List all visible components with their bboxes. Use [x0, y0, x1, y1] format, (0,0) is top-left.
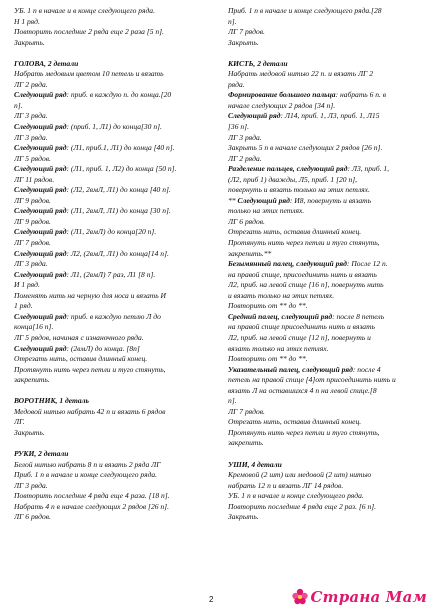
text-line: [14, 460, 219, 471]
blank-line: [14, 438, 219, 449]
text-line: [228, 196, 420, 207]
bold-label: Следующий ряд: [228, 111, 281, 121]
line-text: ЛГ 6 рядов.: [14, 512, 51, 522]
text-line: [228, 111, 420, 122]
text-line: [228, 6, 420, 17]
bold-label: Следующий ряд: [14, 90, 67, 100]
line-text: ЛГ 3 ряда.: [14, 480, 48, 490]
line-text: Белой нитью набрать 8 п и вязать 2 ряда ЛГ: [14, 459, 161, 469]
text-line: [14, 238, 219, 249]
line-text: Набрать медовым цветом 10 петель и вязать: [14, 69, 164, 79]
line-text: вязать Л на оставшихся 4 п на левой спице.[8: [228, 385, 377, 395]
text-line: [228, 217, 420, 228]
text-line: [228, 122, 420, 133]
line-text: ЛГ 5 рядов.: [14, 153, 51, 163]
bold-label: Следующий ряд: [237, 195, 290, 205]
line-text: закрепить.: [14, 375, 50, 385]
line-text: ЛГ 3 ряда.: [228, 132, 262, 142]
line-text: ЛГ 6 рядов.: [228, 216, 265, 226]
text-line: [228, 301, 420, 312]
text-line: [228, 470, 420, 481]
line-text: : после 8 петель: [332, 311, 385, 321]
line-text: Поменять нить на черную для носа и вязать И: [14, 290, 166, 300]
text-line: [228, 438, 420, 449]
bold-label: Следующий ряд: [14, 343, 67, 353]
text-line: [228, 375, 420, 386]
text-line: [14, 502, 219, 513]
line-text: Набрать медовой нитью 22 п. и вязать ЛГ 2: [228, 69, 374, 79]
text-line: [14, 90, 219, 101]
text-line: [14, 27, 219, 38]
bold-label: Следующий ряд: [14, 122, 67, 132]
line-text: Отрезать нить, оставив длинный конец.: [228, 417, 362, 427]
bold-label: Формирование большого пальца: [228, 90, 336, 100]
line-text: начале следующих 2 рядов [34 п].: [228, 100, 336, 110]
text-line: [228, 396, 420, 407]
text-line: [228, 101, 420, 112]
right-column: [228, 6, 420, 523]
line-text: Кремовой (2 шт) или медовой (2 шт) нитью: [228, 470, 372, 480]
line-text: УБ. 1 п в начале и в конце следующего ряда.: [14, 6, 155, 15]
text-line: [228, 249, 420, 260]
text-line: [14, 365, 219, 376]
line-text: Приб. 1 п в начале и конце следующего ряда.[28: [228, 6, 382, 15]
text-line: [14, 143, 219, 154]
line-text: : После 12 п.: [346, 259, 388, 269]
text-line: [228, 238, 420, 249]
section-heading: [14, 59, 219, 70]
line-text: ЛГ 7 рядов.: [228, 406, 265, 416]
line-text: : (2вмЛ) до конца. [8п]: [66, 343, 140, 353]
line-text: закрепить.: [228, 438, 264, 448]
bold-label: Следующий ряд: [14, 227, 67, 237]
text-line: [14, 133, 219, 144]
section-heading: [14, 449, 219, 460]
line-text: Повторить последние 2 ряда еще 2 раза [5 п].: [14, 27, 164, 37]
text-line: [228, 164, 420, 175]
bold-label: Следующий ряд: [14, 164, 67, 174]
blank-line: [14, 386, 219, 397]
line-text: : Л1, (2вмЛ) 7 раз, Л1 [8 п].: [66, 269, 156, 279]
text-line: [228, 133, 420, 144]
text-line: [228, 80, 420, 91]
text-line: [14, 470, 219, 481]
line-text: ряда.: [228, 79, 245, 89]
text-line: [228, 175, 420, 186]
line-text: Отрезать нить, оставив длинный конец.: [228, 227, 362, 237]
line-text: Л2, приб. на левой спице [16 п], повернуть нить: [228, 280, 384, 290]
line-text: Н 1 ряд.: [14, 16, 40, 26]
line-text: : Л3, приб. 1,: [347, 164, 390, 174]
line-text: : (Л1, 2вмЛ) до конца[20 п].: [66, 227, 157, 237]
line-text: УБ. 1 п в начале и конце следующего ряда.: [228, 491, 364, 501]
text-line: [14, 206, 219, 217]
line-text: Приб. 1 п в начале и конце следующего ряда.: [14, 470, 158, 480]
line-text: только на этих петлях.: [228, 206, 305, 216]
text-line: [14, 249, 219, 260]
text-line: [14, 344, 219, 355]
text-line: [228, 27, 420, 38]
text-line: [14, 270, 219, 281]
line-text: : И8, повернуть и вязать: [289, 195, 372, 205]
line-text: Закрыть.: [228, 37, 259, 47]
page-number: 2: [209, 595, 214, 604]
text-line: [14, 512, 219, 523]
line-text: **: [228, 195, 238, 205]
text-line: [14, 154, 219, 165]
line-text: : (Л1, приб.1, Л1) до конца [40 п].: [66, 143, 175, 153]
blank-line: [14, 48, 219, 59]
line-text: ЛГ 5 рядов, начиная с изнаночного ряда.: [14, 332, 144, 342]
text-line: [228, 280, 420, 291]
line-text: Протянуть нить через петли и туго стянуть,: [228, 427, 380, 437]
text-line: [14, 185, 219, 196]
line-text: Протянуть нить через петли и туго стянуть,: [14, 364, 166, 374]
line-text: [36 п].: [228, 122, 249, 132]
text-line: [14, 38, 219, 49]
text-line: [228, 407, 420, 418]
heading-text: ВОРОТНИК, 1 деталь: [14, 396, 89, 406]
text-line: [14, 375, 219, 386]
line-text: Повторить последние 4 ряда еще 2 раз. [6 п].: [228, 501, 377, 511]
line-text: : (приб. 1, Л1) до конца[30 п].: [66, 122, 162, 132]
line-text: ЛГ 7 рядов.: [228, 27, 265, 37]
bold-label: Следующий ряд: [14, 143, 67, 153]
flower-logo-icon: [291, 588, 309, 606]
text-line: [14, 322, 219, 333]
line-text: : приб. в каждую п. до конца.[20: [66, 90, 172, 100]
line-text: петель на правой спице [4]от присоединить нить и: [228, 375, 396, 385]
line-text: 1 ряд.: [14, 301, 33, 311]
text-line: [228, 291, 420, 302]
text-line: [14, 280, 219, 291]
line-text: п].: [228, 396, 237, 406]
text-line: [14, 111, 219, 122]
line-text: п].: [14, 100, 23, 110]
line-text: : после 4: [352, 364, 381, 374]
section-heading: [228, 59, 420, 70]
line-text: : (Л1, 2вмЛ, Л1) до конца [30 п].: [66, 206, 171, 216]
text-line: [228, 386, 420, 397]
line-text: Закрыть.: [14, 37, 45, 47]
text-line: [228, 491, 420, 502]
bold-label: Средний палец, следующий ряд: [228, 311, 333, 321]
line-text: ЛГ 3 ряда.: [14, 132, 48, 142]
text-line: [228, 322, 420, 333]
text-line: [228, 185, 420, 196]
bold-label: Безымянный палец, следующий ряд: [228, 259, 347, 269]
heading-text: ГОЛОВА, 2 детали: [14, 58, 79, 68]
line-text: ЛГ 11 рядов.: [14, 174, 55, 184]
heading-text: КИСТЬ, 2 детали: [228, 58, 288, 68]
section-heading: [14, 396, 219, 407]
bold-label: Указательный палец, следующий ряд: [228, 364, 353, 374]
bold-label: Разделение пальцев, следующий ряд: [228, 164, 348, 174]
left-column: [14, 6, 219, 523]
text-line: [228, 333, 420, 344]
watermark-text: Страна Мам: [310, 588, 427, 606]
text-line: [228, 512, 420, 523]
line-text: Медовой нитью набрать 42 п и вязать 6 рядов: [14, 406, 166, 416]
line-text: Протянуть нить через петли и туго стянуть,: [228, 238, 380, 248]
line-text: конца[16 п].: [14, 322, 54, 332]
text-line: [228, 69, 420, 80]
line-text: Закрыть 5 п в начале следующих 2 рядов [26 п].: [228, 143, 383, 153]
line-text: Л2, приб. на левой спице [12 п], повернуть и: [228, 332, 371, 342]
text-line: [14, 301, 219, 312]
text-line: [14, 354, 219, 365]
text-line: [228, 428, 420, 439]
line-text: вязать только на этих петлях.: [228, 343, 329, 353]
line-text: ЛГ 9 рядов.: [14, 216, 51, 226]
text-line: [14, 312, 219, 323]
text-line: [228, 17, 420, 28]
bold-label: Следующий ряд: [14, 311, 67, 321]
text-line: [14, 175, 219, 186]
text-line: [14, 333, 219, 344]
text-line: [228, 38, 420, 49]
text-line: [228, 312, 420, 323]
text-line: [228, 481, 420, 492]
text-line: [228, 227, 420, 238]
line-text: ЛГ 2 ряда.: [228, 153, 262, 163]
line-text: : Л14, приб. 1, Л3, приб. 1, Л15: [280, 111, 380, 121]
text-line: [14, 417, 219, 428]
line-text: п].: [228, 16, 237, 26]
blank-line: [228, 449, 420, 460]
heading-text: РУКИ, 2 детали: [14, 448, 69, 458]
line-text: Закрыть.: [228, 512, 259, 522]
text-line: [14, 69, 219, 80]
line-text: на правой спице, присоединить нить и вязать: [228, 269, 377, 279]
line-text: Повторить от ** до **.: [228, 301, 308, 311]
text-line: [228, 206, 420, 217]
bold-label: Следующий ряд: [14, 248, 67, 258]
text-line: [14, 227, 219, 238]
line-text: : (Л2, 2вмЛ, Л1) до конца [40 п].: [66, 185, 171, 195]
text-line: [14, 6, 219, 17]
line-text: ЛГ 9 рядов.: [14, 195, 51, 205]
line-text: закрепить.**: [228, 248, 272, 258]
text-line: [14, 291, 219, 302]
line-text: ЛГ 2 ряда.: [14, 79, 48, 89]
heading-text: УШИ, 4 детали: [228, 459, 282, 469]
line-text: : приб. в каждую петлю Л до: [66, 311, 161, 321]
line-text: И 1 ряд.: [14, 280, 40, 290]
text-line: [14, 80, 219, 91]
bold-label: Следующий ряд: [14, 185, 67, 195]
line-text: на правой спице присоединить нить и вязать: [228, 322, 375, 332]
text-line: [228, 502, 420, 513]
text-line: [14, 407, 219, 418]
line-text: повернуть и вязать только на этих петлях.: [228, 185, 370, 195]
line-text: ЛГ 3 ряда.: [14, 259, 48, 269]
line-text: и вязать только на этих петлях.: [228, 290, 335, 300]
line-text: : набрать 6 п. в: [335, 90, 387, 100]
line-text: ЛГ.: [14, 417, 25, 427]
text-line: [228, 270, 420, 281]
line-text: Повторить от ** до **.: [228, 354, 308, 364]
text-line: [228, 259, 420, 270]
text-line: [14, 481, 219, 492]
line-text: : (Л1, приб. 1, Л2) до конца [50 п].: [66, 164, 177, 174]
text-line: [228, 154, 420, 165]
section-heading: [228, 460, 420, 471]
text-line: [228, 365, 420, 376]
watermark: [291, 588, 427, 606]
text-line: [14, 196, 219, 207]
text-line: [228, 143, 420, 154]
text-line: [14, 164, 219, 175]
text-line: [228, 344, 420, 355]
text-line: [228, 417, 420, 428]
text-line: [14, 101, 219, 112]
line-text: ЛГ 3 ряда.: [14, 111, 48, 121]
line-text: Повторить последние 4 ряда еще 4 раза. [18 п].: [14, 491, 170, 501]
line-text: набрать 12 п и вязать ЛГ 14 рядов.: [228, 480, 344, 490]
blank-line: [228, 48, 420, 59]
line-text: : Л2, (2вмЛ, Л1) до конца[14 п].: [66, 248, 169, 258]
bold-label: Следующий ряд: [14, 269, 67, 279]
text-line: [14, 428, 219, 439]
text-line: [14, 17, 219, 28]
line-text: Набрать 4 п в начале следующих 2 рядов [26 п].: [14, 501, 169, 511]
text-line: [14, 122, 219, 133]
text-line: [14, 259, 219, 270]
line-text: ЛГ 7 рядов.: [14, 238, 51, 248]
text-line: [14, 217, 219, 228]
line-text: Отрезать нить, оставив длинный конец.: [14, 354, 148, 364]
bold-label: Следующий ряд: [14, 206, 67, 216]
text-line: [14, 491, 219, 502]
text-line: [228, 90, 420, 101]
text-line: [228, 354, 420, 365]
line-text: Закрыть.: [14, 427, 45, 437]
line-text: (Л2, приб 1) дважды, Л5, приб. 1 [20 п],: [228, 174, 358, 184]
